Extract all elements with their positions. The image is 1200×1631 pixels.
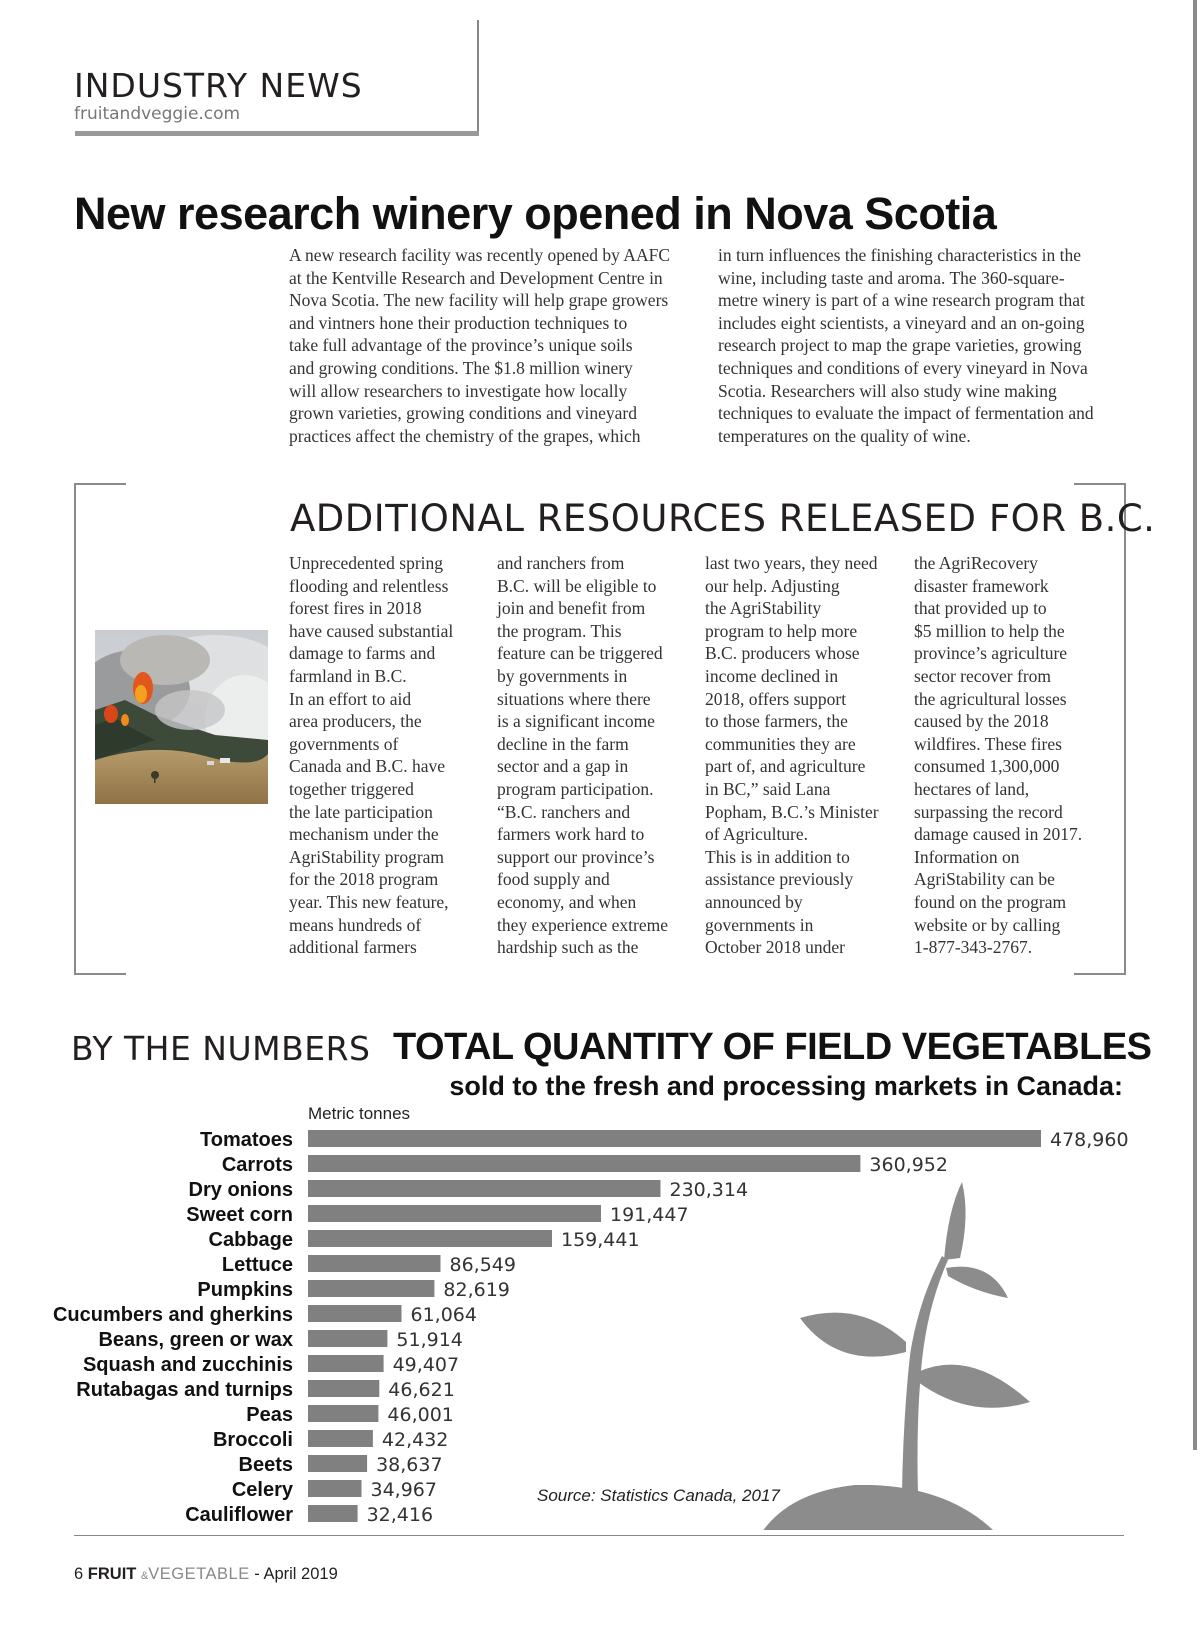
box-bracket-right-bottom	[1074, 973, 1126, 975]
box-body-column-2-line: hardship such as the	[497, 937, 639, 958]
box-body-column-1-line: In an effort to aid	[289, 688, 412, 709]
article-body-column-1-line: at the Kentville Research and Development Centre in	[289, 267, 663, 288]
box-body-column-3-line: last two years, they need	[705, 553, 878, 573]
article-body-column-2-line: in turn influences the finishing characteristics in the	[718, 245, 1082, 265]
box-body-column-4	[914, 552, 1109, 959]
footer-separator: -	[249, 1565, 264, 1583]
value-label: 86,549	[449, 1254, 516, 1276]
box-bracket-right-top	[1074, 483, 1126, 485]
article-body-column-1-line: grown varieties, growing conditions and vineyard	[289, 403, 637, 424]
value-label: 360,952	[869, 1154, 948, 1176]
chart-source-note: Source: Statistics Canada, 2017	[537, 1486, 780, 1505]
box-body-column-2	[497, 552, 692, 959]
category-label: Lettuce	[221, 1254, 293, 1276]
bar-chart	[0, 1120, 1200, 1530]
box-body-column-3-line: program to help more	[705, 620, 858, 641]
box-body-column-2-line: food supply and	[497, 869, 610, 890]
box-body-column-4-line: website or by calling	[914, 914, 1061, 935]
category-label: Pumpkins	[197, 1279, 293, 1301]
box-body-column-4-line: the AgriRecovery	[914, 553, 1038, 573]
value-label: 191,447	[610, 1204, 689, 1226]
page-footer	[74, 1565, 338, 1584]
value-label: 38,637	[376, 1454, 443, 1476]
footer-brand-vegetable: VEGETABLE	[148, 1565, 250, 1583]
bar	[308, 1305, 402, 1322]
box-body-column-4-line: hectares of land,	[914, 778, 1030, 799]
seedling-leaf-left	[800, 1313, 906, 1357]
box-body-column-2-line: decline in the farm	[497, 733, 629, 754]
footer-brand: FRUIT	[87, 1565, 137, 1583]
box-body-column-3-line: This is in addition to	[705, 846, 850, 867]
footer-date: April 2019	[263, 1565, 338, 1583]
box-body-column-1-line: additional farmers	[289, 937, 417, 958]
box-body-column-1-line: for the 2018 program	[289, 869, 439, 890]
box-body-column-1-line: the late participation	[289, 801, 433, 822]
value-label: 82,619	[443, 1279, 510, 1301]
box-body-column-3-line: October 2018 under	[705, 937, 845, 958]
box-body-column-1-line: year. This new feature,	[289, 891, 449, 912]
box-body-column-1-line: means hundreds of	[289, 914, 422, 935]
box-body-column-4-line: wildfires. These fires	[914, 733, 1062, 754]
box-body-column-3-line: income declined in	[705, 665, 839, 686]
chart-subtitle: sold to the fresh and processing markets in Canada:	[449, 1071, 1123, 1101]
box-body-column-2-line: they experience extreme	[497, 914, 669, 935]
category-label: Dry onions	[188, 1179, 293, 1201]
category-label: Carrots	[221, 1154, 293, 1176]
bar	[308, 1180, 661, 1197]
box-body-column-1-line: flooding and relentless	[289, 575, 449, 596]
seedling-leaf-top	[944, 1182, 966, 1260]
site-url: fruitandveggie.com	[74, 104, 241, 124]
box-body-column-3-line: to those farmers, the	[705, 711, 848, 732]
bar	[308, 1505, 358, 1522]
chart-title: TOTAL QUANTITY OF FIELD VEGETABLES	[393, 1026, 1152, 1068]
article-body-column-1-line: Nova Scotia. The new facility will help grape growers	[289, 290, 669, 311]
box-body-column-3-line: Popham, B.C.’s Minister	[705, 801, 879, 822]
box-body-column-2-line: program participation.	[497, 778, 654, 799]
box-body-column-2-line: farmers work hard to	[497, 824, 645, 845]
article-body-column-1-line: practices affect the chemistry of the grapes, which	[289, 425, 641, 446]
article-body-column-2-line: metre winery is part of a wine research program that	[718, 290, 1085, 311]
box-body-column-1-line: damage to farms and	[289, 643, 436, 664]
box-body-column-3-line: B.C. producers whose	[705, 643, 860, 664]
box-body-column-3	[705, 552, 900, 959]
article-body-column-2-line: wine, including taste and aroma. The 360-square-	[718, 267, 1065, 288]
box-body-column-2-line: is a significant income	[497, 711, 655, 732]
box-body-column-2-line: “B.C. ranchers and	[497, 801, 631, 822]
box-body-column-1-line: Canada and B.C. have	[289, 756, 445, 777]
box-body-column-4-line: sector recover from	[914, 665, 1052, 686]
bar	[308, 1230, 552, 1247]
article-body-column-1-line: and vintners hone their production techniques to	[289, 312, 628, 333]
bar	[308, 1405, 378, 1422]
box-body-column-1	[289, 552, 484, 959]
box-body-column-2-line: by governments in	[497, 665, 628, 686]
value-label: 49,407	[392, 1354, 460, 1376]
box-body-column-1-line: area producers, the	[289, 711, 422, 732]
box-body-column-3-line: part of, and agriculture	[705, 756, 866, 777]
box-body-column-2-line: support our province’s	[497, 846, 655, 867]
box-body-column-4-line: damage caused in 2017.	[914, 824, 1083, 845]
box-body-column-1-line: forest fires in 2018	[289, 598, 422, 619]
box-body-column-4-line: the agricultural losses	[914, 688, 1067, 709]
box-body-column-3-line: assistance previously	[705, 869, 854, 890]
box-body-column-4-line: AgriStability can be	[914, 869, 1055, 890]
box-body-column-2-line: and ranchers from	[497, 553, 625, 573]
box-body-column-1-line: farmland in B.C.	[289, 665, 407, 686]
box-body-column-4-line: consumed 1,300,000	[914, 756, 1060, 777]
category-label: Squash and zucchinis	[82, 1354, 293, 1376]
box-body-column-1-line: together triggered	[289, 778, 414, 799]
category-label: Broccoli	[212, 1429, 293, 1451]
bottom-rule	[74, 1535, 1124, 1536]
article-headline: New research winery opened in Nova Scotia	[74, 188, 997, 239]
box-body-column-4-line: caused by the 2018	[914, 711, 1049, 732]
category-label: Cauliflower	[185, 1504, 293, 1526]
value-label: 32,416	[366, 1504, 434, 1526]
box-body-column-4-line: Information on	[914, 846, 1020, 867]
article-body-column-2-line: techniques to evaluate the impact of fermentation and	[718, 403, 1094, 424]
article-body-column-1-line: and growing conditions. The $1.8 million winery	[289, 357, 633, 378]
box-body-column-3-line: our help. Adjusting	[705, 575, 840, 596]
box-body-column-2-line: situations where there	[497, 688, 651, 709]
bar	[308, 1480, 362, 1497]
header-divider-vertical	[477, 20, 479, 135]
value-label: 478,960	[1050, 1129, 1129, 1151]
box-bracket-left-top	[74, 483, 126, 485]
box-body-column-1-line: governments of	[289, 733, 399, 754]
article-body-column-1-line: A new research facility was recently opened by AAFC	[289, 245, 670, 265]
category-label: Beans, green or wax	[98, 1329, 293, 1351]
box-body-column-2-line: B.C. will be eligible to	[497, 575, 657, 596]
article-body-column-2-line: includes eight scientists, a vineyard and an on-going	[718, 312, 1085, 333]
box-body-column-4-line: that provided up to	[914, 598, 1047, 619]
box-body-column-3-line: in BC,” said Lana	[705, 778, 831, 799]
box-headline: ADDITIONAL RESOURCES RELEASED FOR B.C.	[290, 497, 1156, 540]
bar	[308, 1355, 384, 1372]
value-label: 159,441	[561, 1229, 640, 1251]
value-label: 61,064	[410, 1304, 477, 1326]
box-body-column-1-line: mechanism under the	[289, 824, 439, 845]
box-body-column-4-line: $5 million to help the	[914, 620, 1065, 641]
box-body-column-1-line: have caused substantial	[289, 620, 454, 641]
category-label: Cucumbers and gherkins	[52, 1304, 293, 1326]
seedling-illustration	[762, 1182, 1030, 1530]
category-label: Peas	[246, 1404, 293, 1426]
article-body-column-2	[718, 244, 1128, 447]
box-bracket-left	[74, 483, 76, 975]
box-body-column-4-line: surpassing the record	[914, 801, 1063, 822]
article-body-column-2-line: research project to map the grape varieties, growing	[718, 335, 1082, 356]
header-divider-horizontal	[75, 131, 479, 136]
box-body-column-2-line: join and benefit from	[497, 598, 646, 619]
box-body-column-3-line: governments in	[705, 914, 814, 935]
article-body-column-2-line: techniques and conditions of every vineyard in Nova	[718, 357, 1088, 378]
bar	[308, 1380, 379, 1397]
value-label: 51,914	[396, 1329, 463, 1351]
category-label: Beets	[238, 1454, 293, 1476]
box-body-column-2-line: sector and a gap in	[497, 756, 629, 777]
box-body-column-1-line: Unprecedented spring	[289, 553, 444, 573]
bar	[308, 1430, 373, 1447]
chart-units-label: Metric tonnes	[308, 1104, 411, 1123]
category-label: Tomatoes	[200, 1129, 293, 1151]
category-label: Sweet corn	[186, 1204, 293, 1226]
box-body-column-4-line: province’s agriculture	[914, 643, 1068, 664]
article-body-column-1-line: take full advantage of the province’s unique soils	[289, 335, 633, 356]
box-body-column-3-line: communities they are	[705, 733, 856, 754]
category-label: Celery	[231, 1479, 293, 1501]
section-label: INDUSTRY NEWS	[74, 66, 363, 105]
box-body-column-2-line: the program. This	[497, 620, 622, 641]
box-body-column-4-line: found on the program	[914, 891, 1067, 912]
seedling-leaf-right	[918, 1365, 1030, 1408]
numbers-section-label: BY THE NUMBERS	[71, 1029, 371, 1068]
box-body-column-4-line: disaster framework	[914, 575, 1049, 596]
footer-ampersand: &	[140, 1570, 149, 1582]
article-body-column-1	[289, 244, 695, 447]
value-label: 230,314	[669, 1179, 749, 1201]
bar	[308, 1255, 441, 1272]
box-body-column-3-line: the AgriStability	[705, 598, 822, 619]
box-body-column-4-line: 1-877-343-2767.	[914, 937, 1033, 958]
value-label: 34,967	[370, 1479, 437, 1501]
value-label: 46,001	[387, 1404, 454, 1426]
box-body-column-2-line: feature can be triggered	[497, 643, 663, 664]
box-body-column-3-line: of Agriculture.	[705, 824, 809, 845]
bar	[308, 1130, 1041, 1147]
wildfire-photo	[95, 630, 268, 804]
category-label: Cabbage	[208, 1229, 293, 1251]
box-body-column-2-line: economy, and when	[497, 891, 637, 912]
bar	[308, 1205, 601, 1222]
article-body-column-2-line: Scotia. Researchers will also study wine making	[718, 380, 1057, 401]
bar	[308, 1280, 434, 1297]
box-bracket-right	[1124, 483, 1126, 975]
bar	[308, 1330, 387, 1347]
box-body-column-3-line: 2018, offers support	[705, 688, 847, 709]
bar	[308, 1455, 367, 1472]
value-label: 42,432	[381, 1429, 449, 1451]
box-bracket-left-bottom	[74, 973, 126, 975]
article-body-column-1-line: will allow researchers to investigate how locally	[289, 380, 628, 401]
seedling-leaf-small	[946, 1267, 1008, 1298]
footer-page-number: 6	[74, 1565, 84, 1583]
seedling-soil-mound	[762, 1485, 995, 1530]
category-label: Rutabagas and turnips	[76, 1379, 293, 1401]
value-label: 46,621	[388, 1379, 455, 1401]
box-body-column-1-line: AgriStability program	[289, 846, 445, 867]
bar	[308, 1155, 860, 1172]
box-body-column-3-line: announced by	[705, 891, 803, 912]
article-body-column-2-line: temperatures on the quality of wine.	[718, 425, 971, 446]
